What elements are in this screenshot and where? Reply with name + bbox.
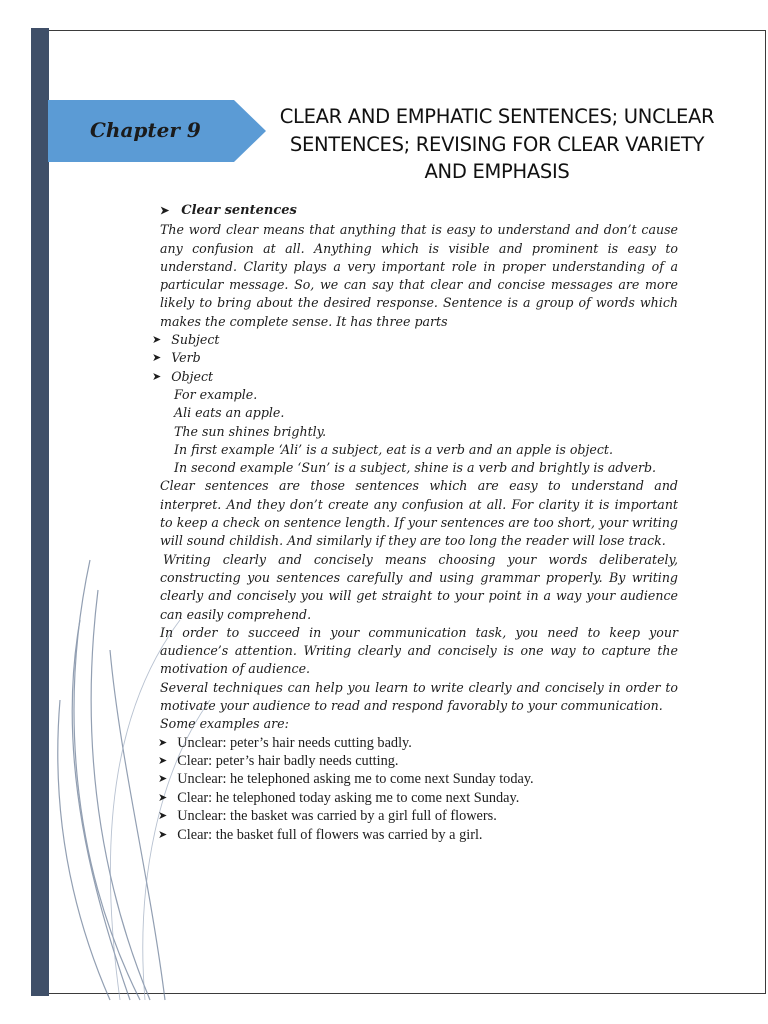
intro-paragraph: The word clear means that anything that is easy to understand and don’t cause any confusion at all. Anything which is visible and prominent is easy to understand. Clarity plays a very important role in proper understanding of a particular message. So, we can say that clear and concise messages are more likely to bring about the desired response. Sentence is a group of words which makes the complete sense. It has three parts	[160, 222, 678, 329]
list-item-text: Unclear: the basket was carried by a girl full of flowers.	[177, 808, 497, 825]
chapter-label: Chapter 9	[90, 118, 201, 142]
arrow-bullet-icon: ➤	[158, 828, 168, 841]
example-block	[160, 386, 678, 477]
body-paragraph: Several techniques can help you learn to write clearly and concisely in order to motivate your audience to read and respond favorably to your communication.	[160, 679, 678, 714]
chapter-banner	[48, 100, 266, 162]
list-item	[152, 331, 678, 349]
arrow-bullet-icon: ➤	[152, 369, 162, 383]
decorative-sidebar	[31, 28, 49, 996]
list-item-text: Clear: the basket full of flowers was carried by a girl.	[177, 826, 483, 843]
arrow-bullet-icon: ➤	[158, 810, 168, 823]
example-line: In second example ‘Sun’ is a subject, shine is a verb and brightly is adverb.	[174, 460, 657, 476]
section-heading	[160, 202, 678, 220]
list-item-text: Clear: he telephoned today asking me to come next Sunday.	[177, 789, 520, 806]
example-line: For example.	[174, 386, 258, 402]
title-line: AND EMPHASIS	[424, 160, 570, 183]
example-line: In first example ‘Ali’ is a subject, eat is a verb and an apple is object.	[174, 441, 613, 457]
list-item	[152, 349, 678, 367]
body-paragraph: Writing clearly and concisely means choosing your words deliberately, constructing you sentences carefully and using grammar properly. By writing clearly and concisely you will get straight to your point in a way your audience can easily comprehend.	[160, 551, 678, 622]
chapter-title	[262, 103, 732, 186]
list-item-text: Unclear: he telephoned asking me to come next Sunday today.	[177, 771, 534, 788]
arrow-bullet-icon: ➤	[158, 791, 168, 804]
sentence-parts-list	[152, 331, 678, 386]
list-item	[158, 752, 678, 770]
body-paragraph: Clear sentences are those sentences which are easy to understand and interpret. And they don’t create any confusion at all. For clarity it is important to keep a check on sentence length. If your sentences are too short, your writing will sound childish. And similarly if they are too long the reader will lose track.	[160, 478, 678, 549]
list-item	[152, 368, 678, 386]
chapter-content	[152, 202, 678, 844]
body-paragraph: In order to succeed in your communication task, you need to keep your audience’s attention. Writing clearly and concisely is one way to capture the motivation of audience.	[160, 624, 678, 677]
arrow-bullet-icon: ➤	[160, 204, 170, 217]
arrow-bullet-icon: ➤	[158, 773, 168, 786]
list-item	[158, 826, 678, 844]
arrow-bullet-icon: ➤	[152, 351, 162, 365]
example-line: The sun shines brightly.	[174, 423, 327, 439]
list-item	[158, 734, 678, 752]
arrow-bullet-icon: ➤	[158, 755, 168, 768]
list-item	[158, 807, 678, 825]
list-item-text: Object	[171, 368, 214, 384]
arrow-bullet-icon: ➤	[158, 736, 168, 749]
example-line: Ali eats an apple.	[174, 405, 285, 421]
list-item-text: Verb	[171, 350, 201, 366]
list-item-text: Unclear: peter’s hair needs cutting badly.	[177, 734, 412, 751]
section-heading-text: Clear sentences	[181, 203, 297, 218]
list-item-text: Clear: peter’s hair badly needs cutting.	[177, 753, 399, 770]
title-line: SENTENCES; REVISING FOR CLEAR VARIETY	[289, 132, 705, 156]
list-item	[158, 789, 678, 807]
list-item-text: Subject	[171, 332, 220, 348]
title-line: CLEAR AND EMPHATIC SENTENCES; UNCLEAR	[279, 105, 715, 128]
body-paragraph: Some examples are:	[160, 716, 289, 732]
arrow-bullet-icon: ➤	[152, 333, 162, 347]
list-item	[158, 770, 678, 788]
examples-list	[158, 734, 678, 844]
